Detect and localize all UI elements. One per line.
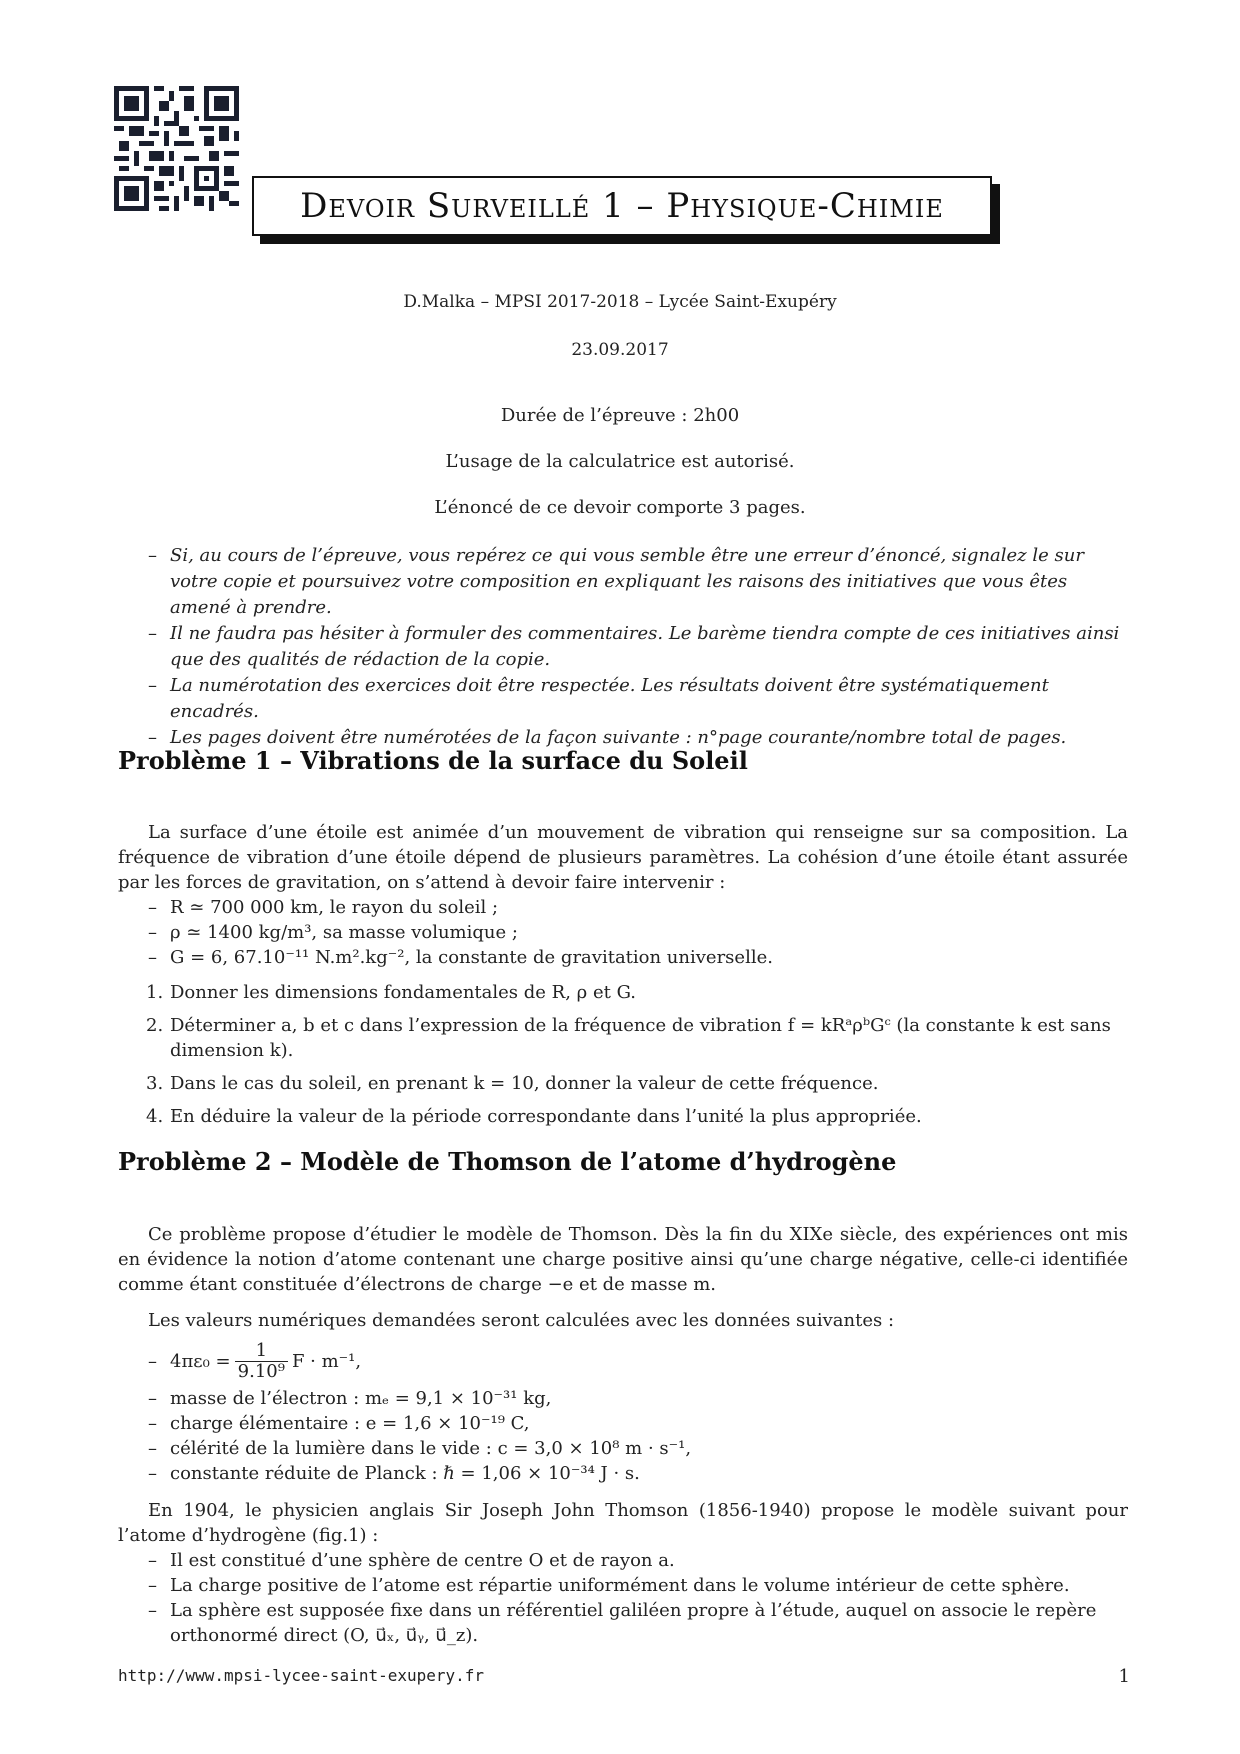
problem1-questions <box>118 980 1128 1137</box>
problem2-constants <box>118 1336 1128 1486</box>
epsilon-fraction: $\frac{1}{\text{9.10⁹}}$ <box>235 1341 288 1382</box>
problem2-intro: Ce problème propose d’étudier le modèle de Thomson. Dès la fin du XIXe siècle, des expériences ont mis en évidence la notion d’atome contenant une charge positive ainsi qu’une charge négative, celle-ci identifiée comme étant constituée d’électrons de charge −e et de masse m. <box>118 1224 1128 1295</box>
list-item: – charge élémentaire : e = 1,6 × 10⁻¹⁹ C, <box>148 1413 530 1434</box>
instructions-list <box>118 543 1128 751</box>
problem1-title: Problème 1 – Vibrations de la surface du Soleil <box>118 746 748 775</box>
list-item: – Si, au cours de l’épreuve, vous repérez ce qui vous semble être une erreur d’énoncé, signalez le sur votre copie et poursuivez votre composition en expliquant les raisons des initiatives que vous êtes amené à prendre. <box>148 545 1084 618</box>
problem2-model-intro: En 1904, le physicien anglais Sir Joseph John Thomson (1856-1940) propose le modèle suivant pour l’atome d’hydrogène (fig.1) : <box>118 1500 1128 1546</box>
list-item: – masse de l’électron : mₑ = 9,1 × 10⁻³¹ kg, <box>148 1388 552 1409</box>
list-item: – La sphère est supposée fixe dans un référentiel galiléen propre à l’étude, auquel on associe le repère orthonormé direct (O, u⃗ₓ, u⃗ᵧ, u⃗_z). <box>148 1600 1097 1646</box>
footer-url[interactable]: http://www.mpsi-lycee-saint-exupery.fr <box>118 1666 485 1685</box>
problem2-data-intro: Les valeurs numériques demandées seront calculées avec les données suivantes : <box>148 1310 895 1331</box>
list-item: – Les pages doivent être numérotées de la façon suivante : n°page courante/nombre total de pages. <box>148 727 1067 748</box>
exam-date: 23.09.2017 <box>571 340 669 360</box>
list-item: – célérité de la lumière dans le vide : c = 3,0 × 10⁸ m · s⁻¹, <box>148 1438 692 1459</box>
list-item: – constante réduite de Planck : ℏ = 1,06 × 10⁻³⁴ J · s. <box>148 1463 640 1484</box>
calculator-note: L’usage de la calculatrice est autorisé. <box>445 451 795 472</box>
list-item: – La numérotation des exercices doit être respectée. Les résultats doivent être systématiquement encadrés. <box>148 675 1049 722</box>
question-item: 3. Dans le cas du soleil, en prenant k = 10, donner la valeur de cette fréquence. <box>146 1073 879 1094</box>
problem1-params <box>118 895 1128 970</box>
list-item: – Il est constitué d’une sphère de centre O et de rayon a. <box>148 1550 675 1571</box>
problem2-title: Problème 2 – Modèle de Thomson de l’atome d’hydrogène <box>118 1147 897 1176</box>
list-item: – R ≃ 700 000 km, le rayon du soleil ; <box>148 897 499 918</box>
problem2-model-points <box>118 1548 1128 1648</box>
problem1-intro: La surface d’une étoile est animée d’un mouvement de vibration qui renseigne sur sa composition. La fréquence de vibration d’une étoile dépend de plusieurs paramètres. La cohésion d’une étoile étant assurée par les forces de gravitation, on s’attend à devoir faire intervenir : <box>118 822 1128 893</box>
exam-duration: Durée de l’épreuve : 2h00 <box>500 405 740 426</box>
qr-code <box>114 86 239 211</box>
page-title: Devoir Surveillé 1 – Physique-Chimie <box>252 176 992 236</box>
list-item: – La charge positive de l’atome est répartie uniformément dans le volume intérieur de cette sphère. <box>148 1575 1070 1596</box>
question-item: 4. En déduire la valeur de la période correspondante dans l’unité la plus appropriée. <box>146 1106 922 1127</box>
question-item: 1. Donner les dimensions fondamentales de R, ρ et G. <box>146 982 637 1003</box>
page-number: 1 <box>1118 1666 1130 1687</box>
pages-note: L’énoncé de ce devoir comporte 3 pages. <box>434 497 806 518</box>
question-item: 2. Déterminer a, b et c dans l’expression de la fréquence de vibration f = kRᵃρᵇGᶜ (la constante k est sans dimension k). <box>146 1015 1111 1061</box>
list-item: – Il ne faudra pas hésiter à formuler des commentaires. Le barème tiendra compte de ces initiatives ainsi que des qualités de rédaction de la copie. <box>148 623 1120 670</box>
list-item: – G = 6, 67.10⁻¹¹ N.m².kg⁻², la constante de gravitation universelle. <box>148 947 773 968</box>
author-line: D.Malka – MPSI 2017-2018 – Lycée Saint-Exupéry <box>403 292 837 312</box>
list-item: – ρ ≃ 1400 kg/m³, sa masse volumique ; <box>148 922 518 943</box>
list-item: – 4πε₀ = $\frac{1}{\text{9.10⁹}}$ F · m⁻¹, <box>148 1339 362 1382</box>
